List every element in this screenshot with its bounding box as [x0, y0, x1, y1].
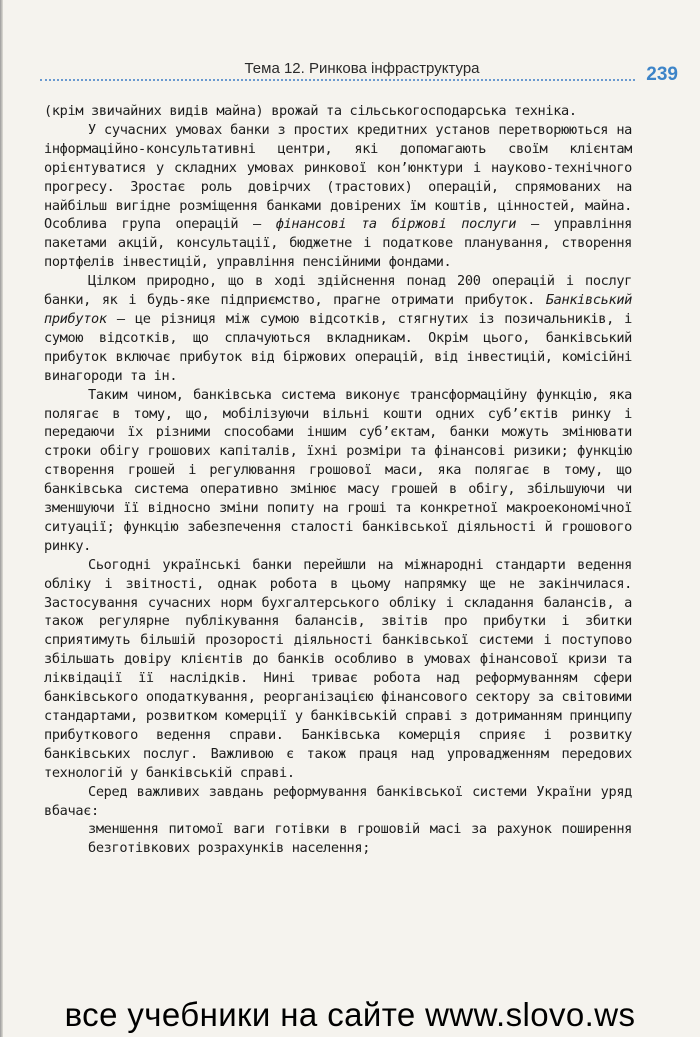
text-run: — це різниця між сумою відсотків, стягнутих із позичальників, і сумою відсотків, що сплачуються вкладникам. Окрім цього, банківський прибуток включає прибуток від біржових операцій, від інвестицій, комісійні винагороди та ін.: [44, 310, 632, 384]
footer-banner: все учебники на сайте www.slovo.ws: [64, 996, 636, 1033]
text-run: У сучасних умовах банки з простих кредитних установ перетворюються на інформаційно-консультативні центри, які допомагають своїм клієнтам орієнтуватися у складних умовах ринкової кон’юнктури і науково-технічного прогресу. Зростає роль довірчих (трастових) операцій, спрямованих на найбільш вигідне розміщення банками довірених їм коштів, цінностей, майна. Особлива група операцій —: [44, 121, 632, 233]
italic-term: Банківський прибуток: [44, 292, 632, 327]
text-run: Таким чином, банківська система виконує трансформаційну функцію, яка полягає в тому, що, мобілізуючи вільні кошти одних суб’єктів ринку і передаючи їх різними способами іншим суб’єктам, банки можуть змінювати строки обігу грошових капіталів, їхні розміри та фінансові ризики; функцію створення грошей і регулювання грошової маси, яка полягає в тому, що банківська система оперативно змінює масу грошей в обігу, збільшуючи чи зменшуючи її відносно зміни попиту на гроші та конкретної макроекономічної ситуації; функцію забезпечення сталості банківської діяльності й грошового ринку.: [44, 386, 632, 554]
page-number: 239: [646, 64, 678, 85]
list-item: [44, 820, 632, 858]
book-spine-shadow: [0, 0, 3, 1037]
paragraph: [44, 272, 632, 385]
paragraph: [44, 386, 632, 556]
chapter-title: Тема 12. Ринкова інфраструктура: [244, 60, 480, 77]
text-run: Сьогодні українські банки перейшли на міжнародні стандарти ведення обліку і звітності, однак робота в цьому напрямку ще не закінчилася. Застосування сучасних норм бухгалтерського обліку і складання балансів, а також регулярне публікування балансів, звітів про прибутки і збитки сприятимуть більшій прозорості діяльності банківської системи і поступово збільшать довіру клієнтів до банків особливо в умовах фінансової кризи та ліквідації її наслідків. Нині триває робота над реформуванням сфери банківського оподаткування, реорганізацією фінансового сектору за світовими стандартами, розвитком комерції у банківській справі з дотриманням принципу прибуткового ведення справи. Банківська комерція сприяє і розвитку банківських послуг. Важливою є також праця над упровадженням передових технологій у банківській справі.: [44, 556, 632, 781]
text-run: — управління пакетами акцій, консультації, бюджетне і податкове планування, створення портфелів інвестицій, управління пенсійними фондами.: [44, 216, 632, 271]
italic-term: фінансові та біржові послуги: [275, 216, 517, 233]
text-run: (крім звичайних видів майна) врожай та сільськогосподарська техніка.: [44, 103, 577, 119]
header-dotted-rule: [40, 79, 635, 81]
text-run: зменшення питомої ваги готівки в грошовій масі за рахунок поширення безготівкових розрахунків населення;: [88, 821, 632, 857]
body-text: [44, 102, 632, 858]
text-run: Цілком природно, що в ході здійснення понад 200 операцій і послуг банки, як і будь-яке підприємство, прагне отримати прибуток.: [44, 273, 632, 309]
paragraph: [44, 121, 632, 272]
paragraph: [44, 783, 632, 821]
text-run: Серед важливих завдань реформування банківської системи України уряд вбачає:: [44, 783, 632, 819]
paragraph: [44, 102, 632, 121]
page-header: [40, 60, 680, 84]
paragraph: [44, 556, 632, 783]
